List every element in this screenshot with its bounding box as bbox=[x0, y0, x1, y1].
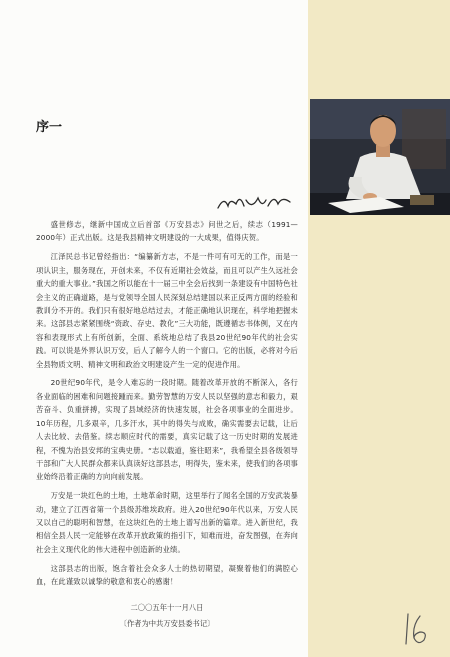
paragraph: 万安是一块红色的土地，土地革命时期，这里举行了闻名全国的万安武装暴动，建立了江西省第一个县级苏维埃政府。进入20世纪90年代以来，万安人民又以自己的聪明和智慧，在这块红色的土地上谱写出新的篇章。进入新世纪，我相信全县人民一定能够在改革开放政策的指引下，知难而进，奋发图强，在奔向社会主义现代化的伟大进程中创造新的业绩。 bbox=[36, 491, 298, 554]
preface-date: 二〇〇五年十一月八日 bbox=[130, 603, 204, 612]
paragraph: 盛世修志，继新中国成立后首部《万安县志》问世之后，续志（1991—2000年）正式出版。这是我县精神文明建设的一大成果，值得庆贺。 bbox=[36, 220, 298, 243]
handwritten-page-mark bbox=[398, 606, 438, 650]
paragraph: 这部县志的出版，饱含着社会众多人士的热切期望，凝聚着他们的满腔心血，在此谨致以诚挚的敬意和衷心的感谢！ bbox=[36, 563, 298, 587]
preface-title: 序一 bbox=[36, 120, 63, 135]
handwritten-signature bbox=[214, 190, 294, 216]
author-portrait-photo bbox=[310, 99, 450, 215]
paragraph: 20世纪90年代，是令人难忘的一段时期。随着改革开放的不断深入，各行各业面临的困难和问题接踵而来。勤劳智慧的万安人民以坚强的意志和毅力，艰苦奋斗、负重拼搏，实现了县域经济的快速发展，社会各项事业的全面进步。10年历程，几多艰辛，几多汗水，其中的得失与成败，确实需要去记载，让后人去比较、去借鉴。续志顺应时代的需要，真实记载了这一历史时期的发展进程，不愧为治县安邦的宝典史册。“志以载道，鉴往昭来”，我希望全县各级领导干部和广大人民群众都来认真读好这部县志，明得失，鉴未来，使我们的各项事业始终沿着正确的方向向前发展。 bbox=[36, 378, 298, 482]
portrait-illustration bbox=[310, 99, 450, 215]
author-note: 〔作者为中共万安县委书记〕 bbox=[119, 619, 215, 628]
paragraph: 江泽民总书记曾经指出：“编纂新方志，不是一件可有可无的工作，而是一项认识主，服务现在，开创未来，不仅有近期社会效益，而且可以产生久远社会重大的重大事业。”我国之所以能在十一届三中全会后找到一条建设有中国特色社会主义的正确道路，是与党领导全国人民深刻总结建国以来正反两方面的经验和教训分不开的。我们只有很好地总结过去，才能正确地认识现在，科学地把握未来。这部县志紧紧围绕“资政、存史、教化”三大功能，既遵循志书体例，又在内容和表现形式上有所创新，全面、系统地总结了我县20世纪90年代的社会实践。可以说是外界认识万安，后人了解今人的一个窗口。它的出版，必将对今后全县物质文明、精神文明和政治文明建设产生一定的促进作用。 bbox=[36, 252, 298, 369]
preface-body bbox=[36, 218, 298, 594]
